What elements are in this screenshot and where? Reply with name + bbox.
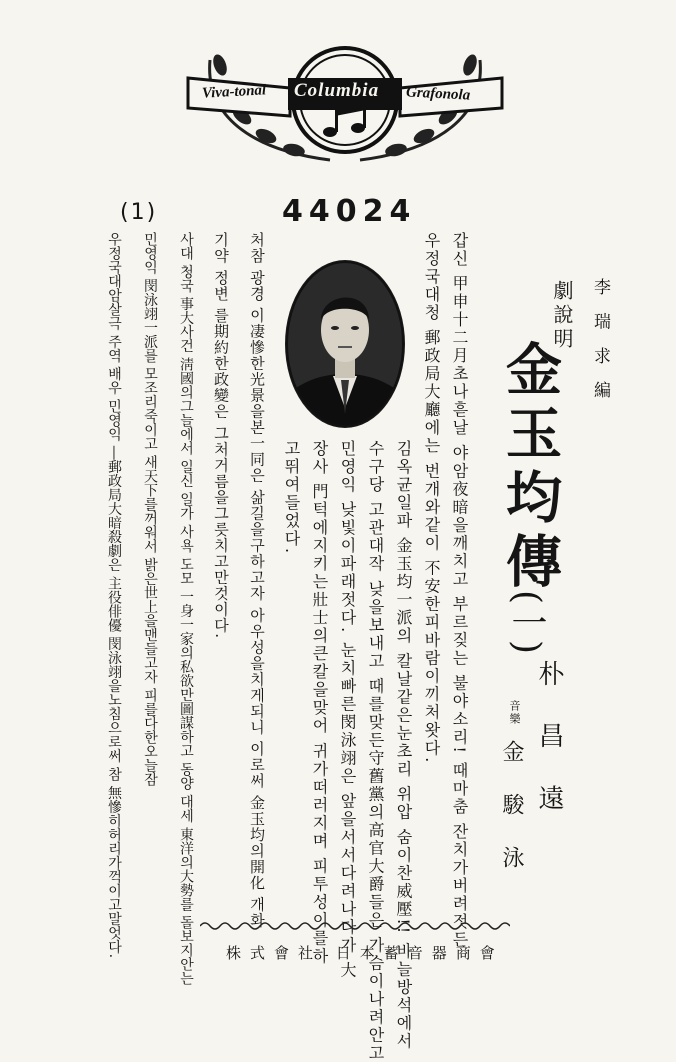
logo-text-left: Viva-tonal [201,82,267,102]
body-column-9: 기약 정변 를期約한政變은 그처거름을그릇치고만것이다. [212,232,230,640]
body-column-6: 장사 門턱에지키는壯士의큰칼을맞어 귀가떠러지며 피투성이를하 [310,440,329,966]
body-column-11: 민영익 閔泳翊一派를 모조리죽이고 새天下를꺼워서 밝은世上을맨들고자 피를다한오늘잠 [142,232,158,787]
body-column-1: 갑신 甲申十二月초나흗날 야암夜暗을깨치고 부르짖는 불야소리! 때마춤 잔치가버려젓든 [450,232,469,949]
publisher-footer: 株式會社 日本蓄音器商會 [226,944,504,962]
portrait-photo [283,258,407,430]
record-number: 44024 [282,194,417,229]
body-column-4: 수구당 고관대작 낮을보내고 때를맞든守舊黨의高官大爵들은 가슴이나려안고 [366,440,385,1062]
body-column-5: 민영익 낮빛이파래젓다. 눈치빠른閔泳翊은 앞을서서다려나다가 大 [338,440,357,980]
part-label: (一) [506,590,547,655]
body-column-2: 우정국대청 郵政局大廳에는 번개와같이 不安한피바람이끼처왓다. [422,232,441,765]
body-column-8: 처참 광경 이凄慘한光景을본一同은 삶길을구하고자 아우성을치게되니 이로써 金玉均의開化 개화 [248,232,266,929]
music-label: 音樂 [508,700,521,726]
narrator-name: 朴 昌 遠 [534,660,564,825]
volume-number: (1) [120,200,158,225]
logo-text-center: Columbia [294,80,380,101]
body-column-3: 김옥균일파 金玉均一派의 칼날같은눈초리 위압 숨이찬威壓!! 바늘방석에서 [394,440,413,1051]
body-column-12: 우정국대암살극 주역 배우 민영익 ―郵政局大暗殺劇은 主役俳優 閔泳翊을노침으로써 참 無慘히허리가꺽이고말엇다. [106,232,122,959]
music-composer: 金 駿 泳 [499,740,524,880]
columbia-logo [180,20,510,170]
logo-text-right: Grafonola [405,84,471,104]
genre-label: 劇說明 [550,280,574,352]
body-column-7: 고뛰여들었다. [282,440,301,556]
portrait-icon [283,258,407,430]
wavy-divider [200,917,510,929]
body-column-10: 사대 청국 事大사건 淸國의그늘에서 일신 일가 사욕 도모 一身一家의私欲만圖謀하고 동양 대세 東洋의大勢를 돌보지안는 [178,232,194,986]
editor-credit: 李 瑞 求 編 [590,278,610,405]
main-title: 金玉均傳 [497,340,563,596]
